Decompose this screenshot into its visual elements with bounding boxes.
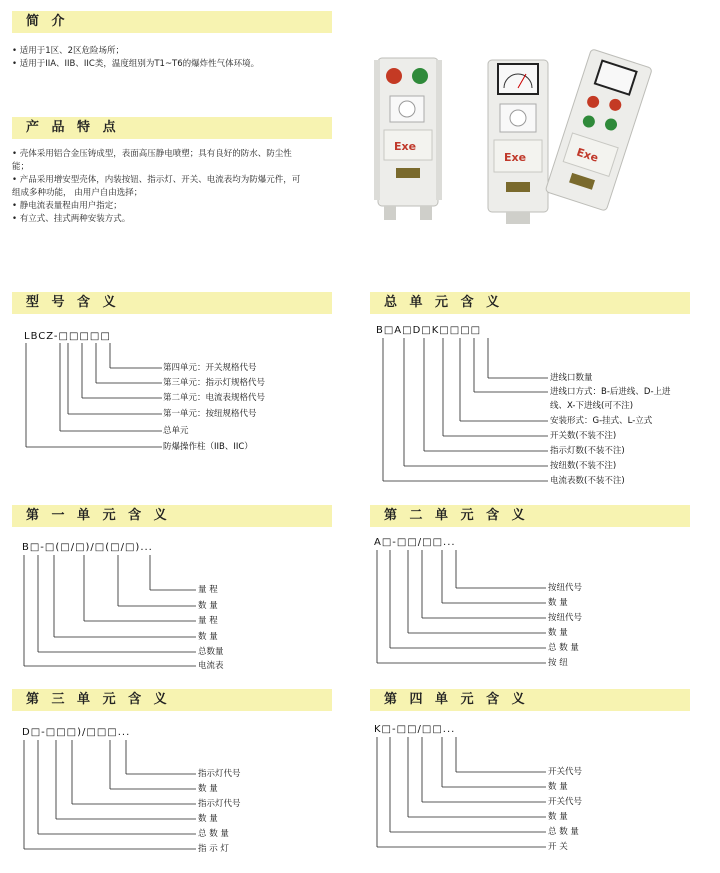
unit3-label: 指示灯代号	[198, 799, 241, 809]
model-label: 总单元	[163, 426, 189, 436]
intro-title: 简 介	[26, 14, 69, 29]
unit3-label: 指 示 灯	[198, 844, 229, 854]
unit1-label: 量 程	[198, 585, 218, 595]
unit3-label: 总 数 量	[198, 829, 229, 839]
unit2-label: 数 量	[548, 598, 568, 608]
model-label: 防爆操作柱（IIB、IIC）	[163, 442, 253, 452]
model-label: 第三单元：指示灯规格代号	[163, 378, 266, 388]
total-label: 线、X-下进线(可不注)	[550, 401, 634, 411]
total-label: 指示灯数(不装不注)	[550, 446, 625, 456]
total-label: 开关数(不装不注)	[550, 431, 617, 441]
unit4-label: 开关代号	[548, 797, 583, 807]
unit4-label: 数 量	[548, 812, 568, 822]
unit1-title: 第 一 单 元 含 义	[26, 508, 171, 523]
unit2-code: A□-□□/□□...	[374, 537, 456, 548]
exe-label: Exe	[394, 140, 417, 153]
unit4-label: 开 关	[548, 842, 568, 852]
unit3-code: D□-□□□)/□□□...	[22, 727, 131, 738]
model-label: 第二单元：电流表规格代号	[163, 393, 266, 403]
unit2-label: 总 数 量	[548, 643, 579, 653]
unit4-label: 开关代号	[548, 767, 583, 777]
total-label: 进线口数量	[550, 373, 593, 383]
model-code: LBCZ-□□□□□	[24, 331, 111, 342]
model-label: 第一单元：按纽规格代号	[163, 409, 257, 419]
unit2-label: 数 量	[548, 628, 568, 638]
features-title: 产 品 特 点	[26, 120, 120, 135]
total-code: B□A□D□K□□□□	[376, 325, 482, 336]
total-label: 安装形式：G-挂式、L-立式	[550, 416, 653, 426]
model-label: 第四单元：开关规格代号	[163, 363, 257, 373]
total-label: 电流表数(不装不注)	[550, 476, 625, 486]
feature-item: • 壳体采用铝合金压铸成型，表面高压静电喷塑；具有良好的防水、防尘性	[12, 149, 292, 159]
model-title: 型 号 含 义	[26, 295, 120, 310]
unit2-label: 按 纽	[548, 658, 568, 668]
total-title: 总 单 元 含 义	[384, 295, 504, 310]
unit3-label: 指示灯代号	[198, 769, 241, 779]
exe-label: Exe	[574, 145, 600, 165]
unit1-label: 数 量	[198, 632, 218, 642]
unit2-label: 按纽代号	[548, 583, 583, 593]
unit3-title: 第 三 单 元 含 义	[26, 692, 171, 707]
feature-item: • 静电流表量程由用户指定；	[12, 201, 122, 211]
intro-item: • 适用于IIA、IIB、IIC类，温度组别为T1~T6的爆炸性气体环境。	[12, 59, 260, 69]
exe-label: Exe	[504, 151, 527, 164]
unit1-label: 电流表	[198, 661, 224, 671]
intro-item: • 适用于1区、2区危险场所；	[12, 46, 125, 56]
unit3-label: 数 量	[198, 814, 218, 824]
unit2-title: 第 二 单 元 含 义	[384, 508, 529, 523]
unit4-code: K□-□□/□□...	[374, 724, 456, 735]
unit1-label: 数 量	[198, 601, 218, 611]
feature-item: 组成多种功能， 由用户自由选择；	[12, 188, 143, 198]
feature-item: • 有立式、挂式两种安装方式。	[12, 214, 131, 224]
unit3-label: 数 量	[198, 784, 218, 794]
total-label: 按纽数(不装不注)	[550, 461, 617, 471]
feature-item: 能；	[12, 162, 30, 172]
unit1-code: B□-□(□/□)/□(□/□)...	[22, 542, 153, 553]
unit1-label: 总数量	[198, 647, 224, 657]
feature-item: • 产品采用增安型壳体，内装按钮、指示灯、开关、电流表均为防爆元件，可	[12, 175, 301, 185]
total-label: 进线口方式：B-后进线、D-上进	[550, 387, 671, 397]
unit4-label: 数 量	[548, 782, 568, 792]
unit1-label: 量 程	[198, 616, 218, 626]
unit4-label: 总 数 量	[548, 827, 579, 837]
unit2-label: 按纽代号	[548, 613, 583, 623]
unit4-title: 第 四 单 元 含 义	[384, 692, 529, 707]
